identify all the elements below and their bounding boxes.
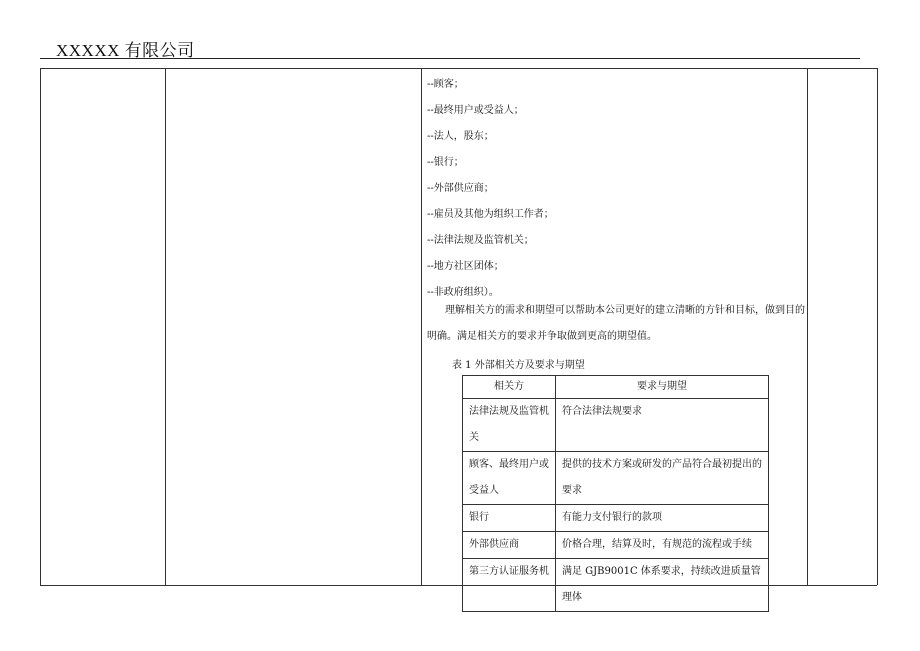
table-cell: 有能力支付银行的款项 — [556, 505, 769, 532]
stakeholder-table — [462, 375, 769, 612]
list-item: --地方社区团体； — [427, 261, 504, 272]
table-cell: 符合法律法规要求 — [556, 399, 769, 452]
table-header-row — [463, 376, 769, 399]
list-item: --最终用户或受益人； — [427, 105, 524, 116]
table-header-cell: 要求与期望 — [556, 376, 769, 399]
outer-table-col-border-4 — [807, 68, 808, 585]
list-item: --法人，股东； — [427, 131, 494, 142]
table-row — [463, 559, 769, 612]
table-cell: 外部供应商 — [463, 532, 556, 559]
body-paragraph: 理解相关方的需求和期望可以帮助本公司更好的建立清晰的方针和目标，做到目的明确。满足相关方的要求并争取做到更高的期望值。 — [427, 305, 805, 342]
list-item: --非政府组织）。 — [427, 287, 499, 298]
list-item: --外部供应商； — [427, 183, 494, 194]
table-header-cell: 相关方 — [463, 376, 556, 399]
outer-table-col-border-2 — [165, 68, 166, 585]
outer-table-col-border-1 — [40, 68, 41, 585]
outer-table-col-border-5 — [877, 68, 878, 585]
table-cell: 满足 GJB9001C 体系要求，持续改进质量管理体 — [556, 559, 769, 612]
list-item: --法律法规及监管机关； — [427, 235, 534, 246]
header-rule — [40, 58, 860, 59]
table-row — [463, 505, 769, 532]
table-cell: 第三方认证服务机 — [463, 559, 556, 612]
table-cell: 提供的技术方案或研发的产品符合最初提出的要求 — [556, 452, 769, 505]
outer-table-col-border-3 — [421, 68, 422, 585]
table-caption: 表 1 外部相关方及要求与期望 — [452, 360, 585, 371]
table-row — [463, 399, 769, 452]
table-row — [463, 452, 769, 505]
list-item: --银行； — [427, 157, 464, 168]
table-cell: 银行 — [463, 505, 556, 532]
table-row — [463, 532, 769, 559]
company-header: XXXXX 有限公司 — [56, 41, 195, 60]
list-item: --顾客； — [427, 79, 464, 90]
list-item: --雇员及其他为组织工作者； — [427, 209, 554, 220]
table-cell: 法律法规及监管机关 — [463, 399, 556, 452]
table-cell: 顾客、最终用户或受益人 — [463, 452, 556, 505]
table-cell: 价格合理，结算及时，有规范的流程或手续 — [556, 532, 769, 559]
